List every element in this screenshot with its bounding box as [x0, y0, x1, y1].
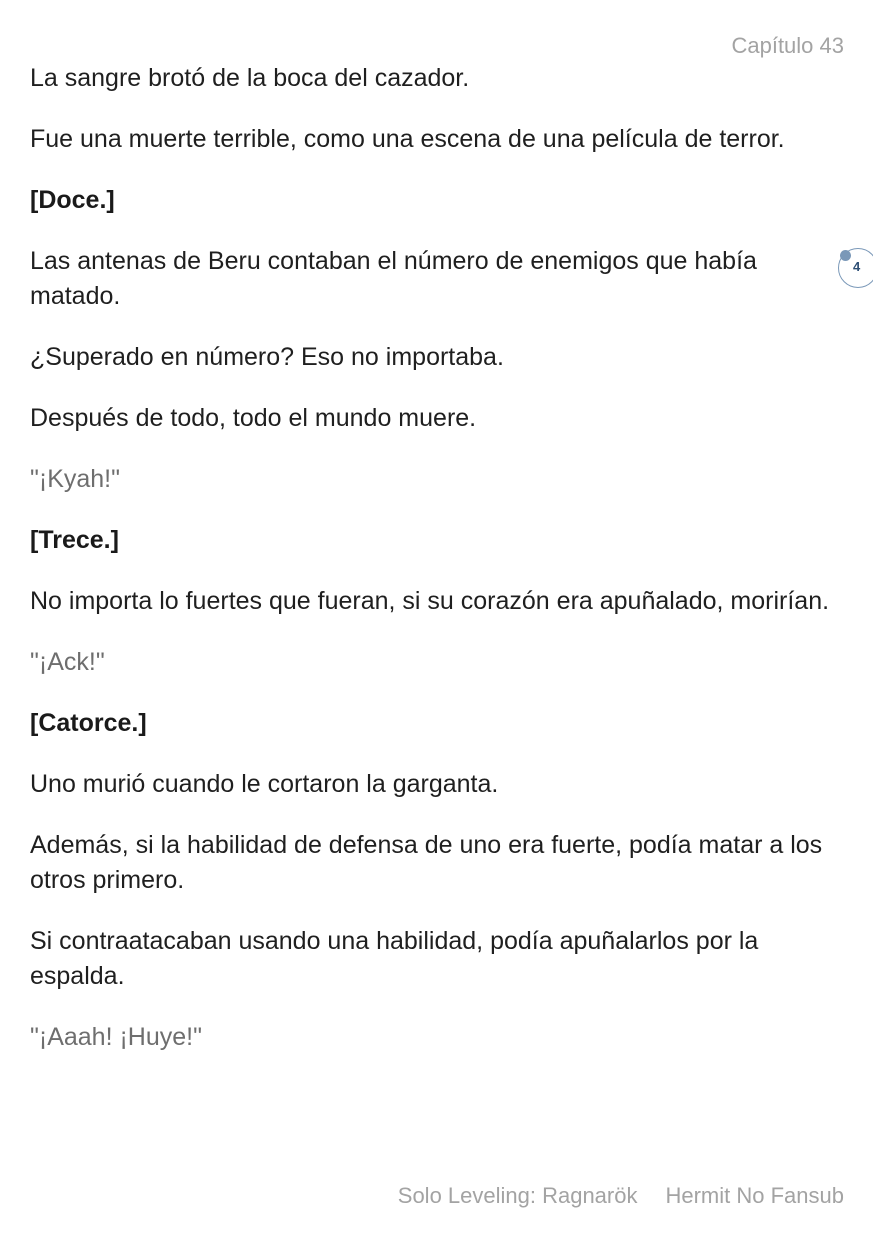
chapter-header: Capítulo 43: [731, 33, 844, 58]
paragraph: Además, si la habilidad de defensa de uno era fuerte, podía matar a los otros primero.: [30, 831, 823, 894]
page-number: 4: [853, 259, 861, 274]
section-heading: [Trece.]: [30, 526, 119, 554]
section-heading: [Doce.]: [30, 186, 115, 214]
reader-content: [30, 61, 845, 1081]
dialogue-line: "¡Aaah! ¡Huye!": [30, 1023, 202, 1051]
paragraph: Las antenas de Beru contaban el número de enemigos que había matado.: [30, 247, 757, 310]
paragraph: ¿Superado en número? Eso no importaba.: [30, 343, 504, 371]
paragraph: Fue una muerte terrible, como una escena de una película de terror.: [30, 125, 785, 153]
dialogue-line: "¡Kyah!": [30, 465, 121, 493]
paragraph: No importa lo fuertes que fueran, si su corazón era apuñalado, morirían.: [30, 587, 830, 615]
dialogue-line: "¡Ack!": [30, 648, 105, 676]
paragraph: Después de todo, todo el mundo muere.: [30, 404, 477, 432]
section-heading: [Catorce.]: [30, 709, 147, 737]
book-title: Solo Leveling: Ragnarök: [397, 1183, 638, 1208]
page-footer: [398, 1183, 844, 1209]
paragraph: Uno murió cuando le cortaron la garganta.: [30, 770, 499, 798]
translator-credit: Hermit No Fansub: [665, 1183, 844, 1208]
paragraph: Si contraatacaban usando una habilidad, podía apuñalarlos por la espalda.: [30, 927, 759, 990]
paragraph: La sangre brotó de la boca del cazador.: [30, 64, 470, 92]
